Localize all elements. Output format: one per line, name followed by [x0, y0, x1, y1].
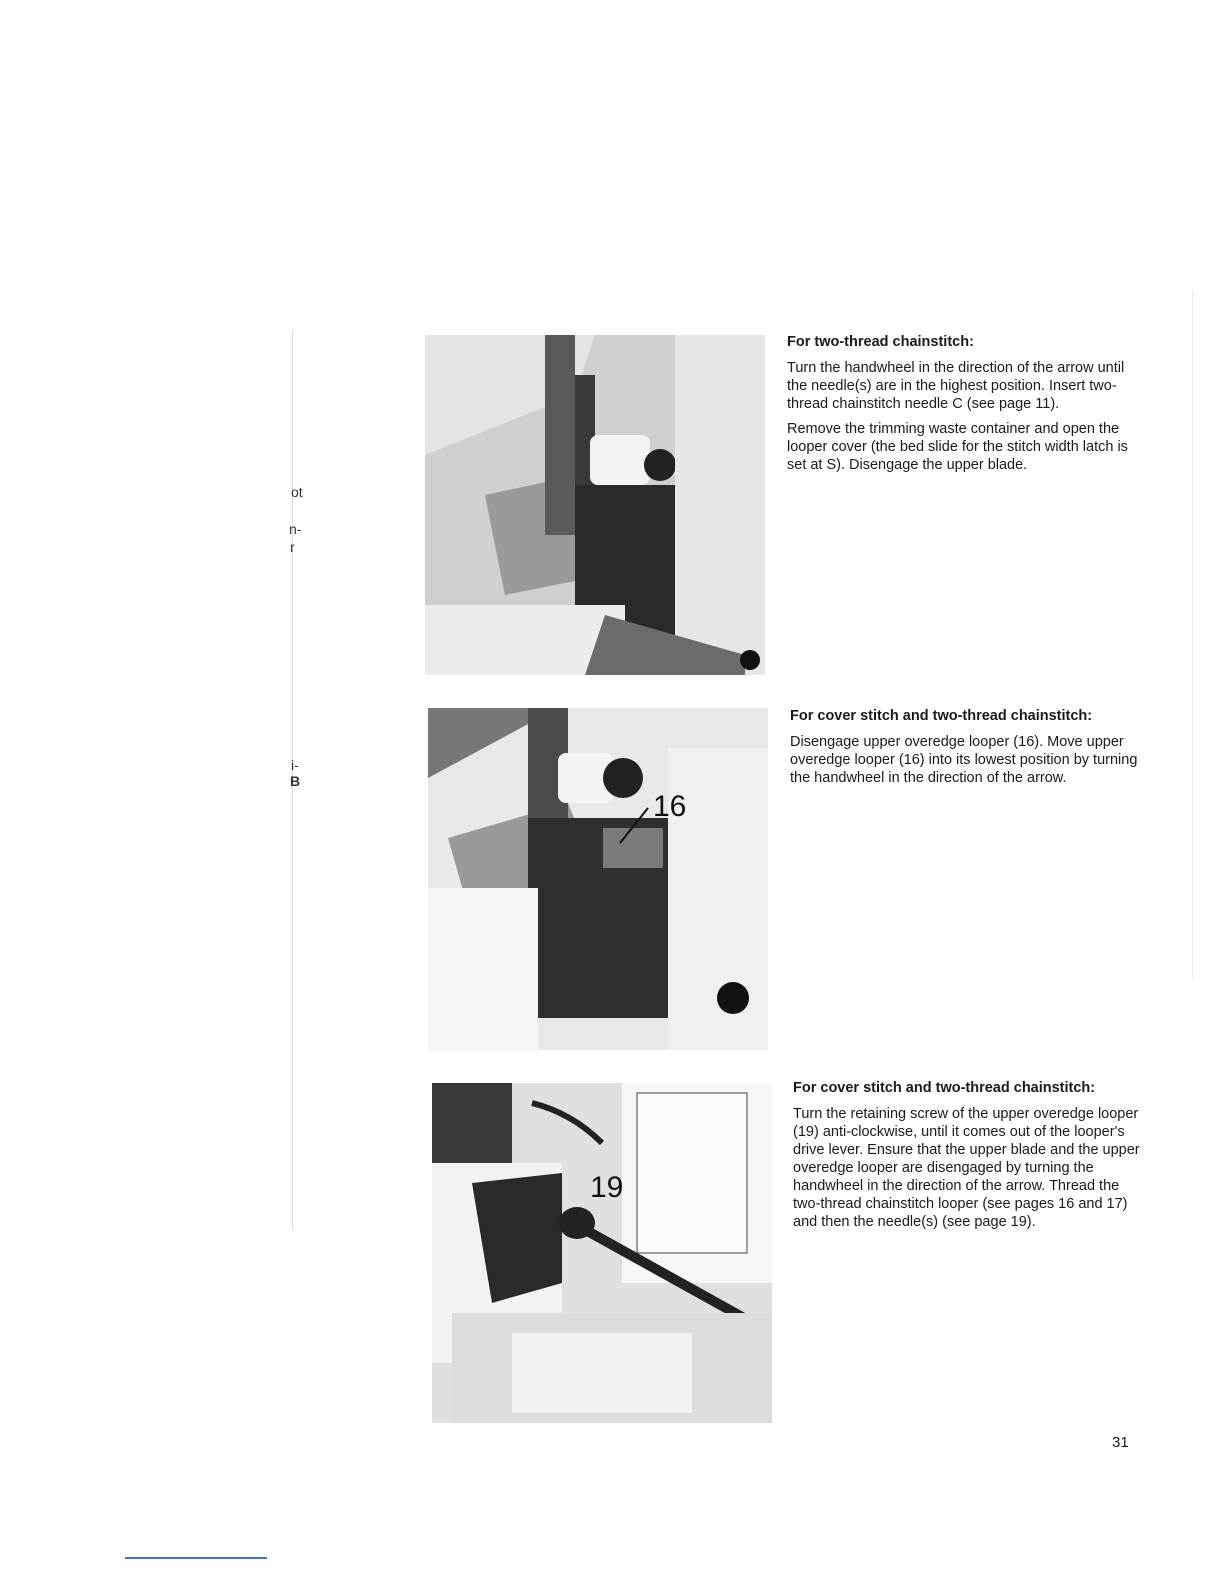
- margin-fragment: ot: [291, 484, 303, 500]
- margin-fragment: B: [290, 773, 301, 789]
- photo-upper-overedge-looper: [428, 708, 768, 1050]
- section-paragraph: Turn the handwheel in the direction of the arrow until the needle(s) are in the highest position. Insert two-thread chainstitch needle C (see page 11).: [787, 360, 1125, 412]
- section-heading: For two-thread chainstitch:: [787, 334, 974, 350]
- right-edge-line: [1192, 290, 1193, 980]
- section-heading: For cover stitch and two-thread chainstitch:: [793, 1080, 1096, 1096]
- section-paragraph: Disengage upper overedge looper (16). Move upper overedge looper (16) into its lowest position by turning the handwheel in the direction of the arrow.: [790, 734, 1138, 786]
- section-paragraph: Remove the trimming waste container and open the looper cover (the bed slide for the stitch width latch is set at S). Disengage the upper blade.: [787, 421, 1128, 473]
- margin-fragment: i-: [291, 757, 299, 773]
- callout-number: 16: [653, 790, 687, 823]
- photo-retaining-screw: [432, 1083, 772, 1423]
- section-heading: For cover stitch and two-thread chainstitch:: [790, 708, 1093, 724]
- instruction-section-2: [790, 707, 1140, 794]
- page-number: 31: [1112, 1434, 1129, 1451]
- instruction-section-3: [793, 1079, 1143, 1238]
- margin-fragment: r: [290, 539, 295, 555]
- machine-photo-illustration: [428, 708, 768, 1050]
- margin-fragment: n-: [289, 521, 302, 537]
- photo-two-thread-chainstitch: [425, 335, 765, 675]
- callout-number: 19: [590, 1171, 624, 1204]
- machine-photo-illustration: [432, 1083, 772, 1423]
- section-paragraph: Turn the retaining screw of the upper overedge looper (19) anti-clockwise, until it comes out of the looper's drive lever. Ensure that the upper blade and the upper overedge looper are disengaged by turning the handwheel in the direction of the arrow. Thread the two-thread chainstitch looper (see pages 16 and 17) and then the needle(s) (see page 19).: [793, 1106, 1140, 1230]
- instruction-section-1: [787, 333, 1137, 481]
- bottom-rule: [125, 1557, 267, 1559]
- machine-photo-illustration: [425, 335, 765, 675]
